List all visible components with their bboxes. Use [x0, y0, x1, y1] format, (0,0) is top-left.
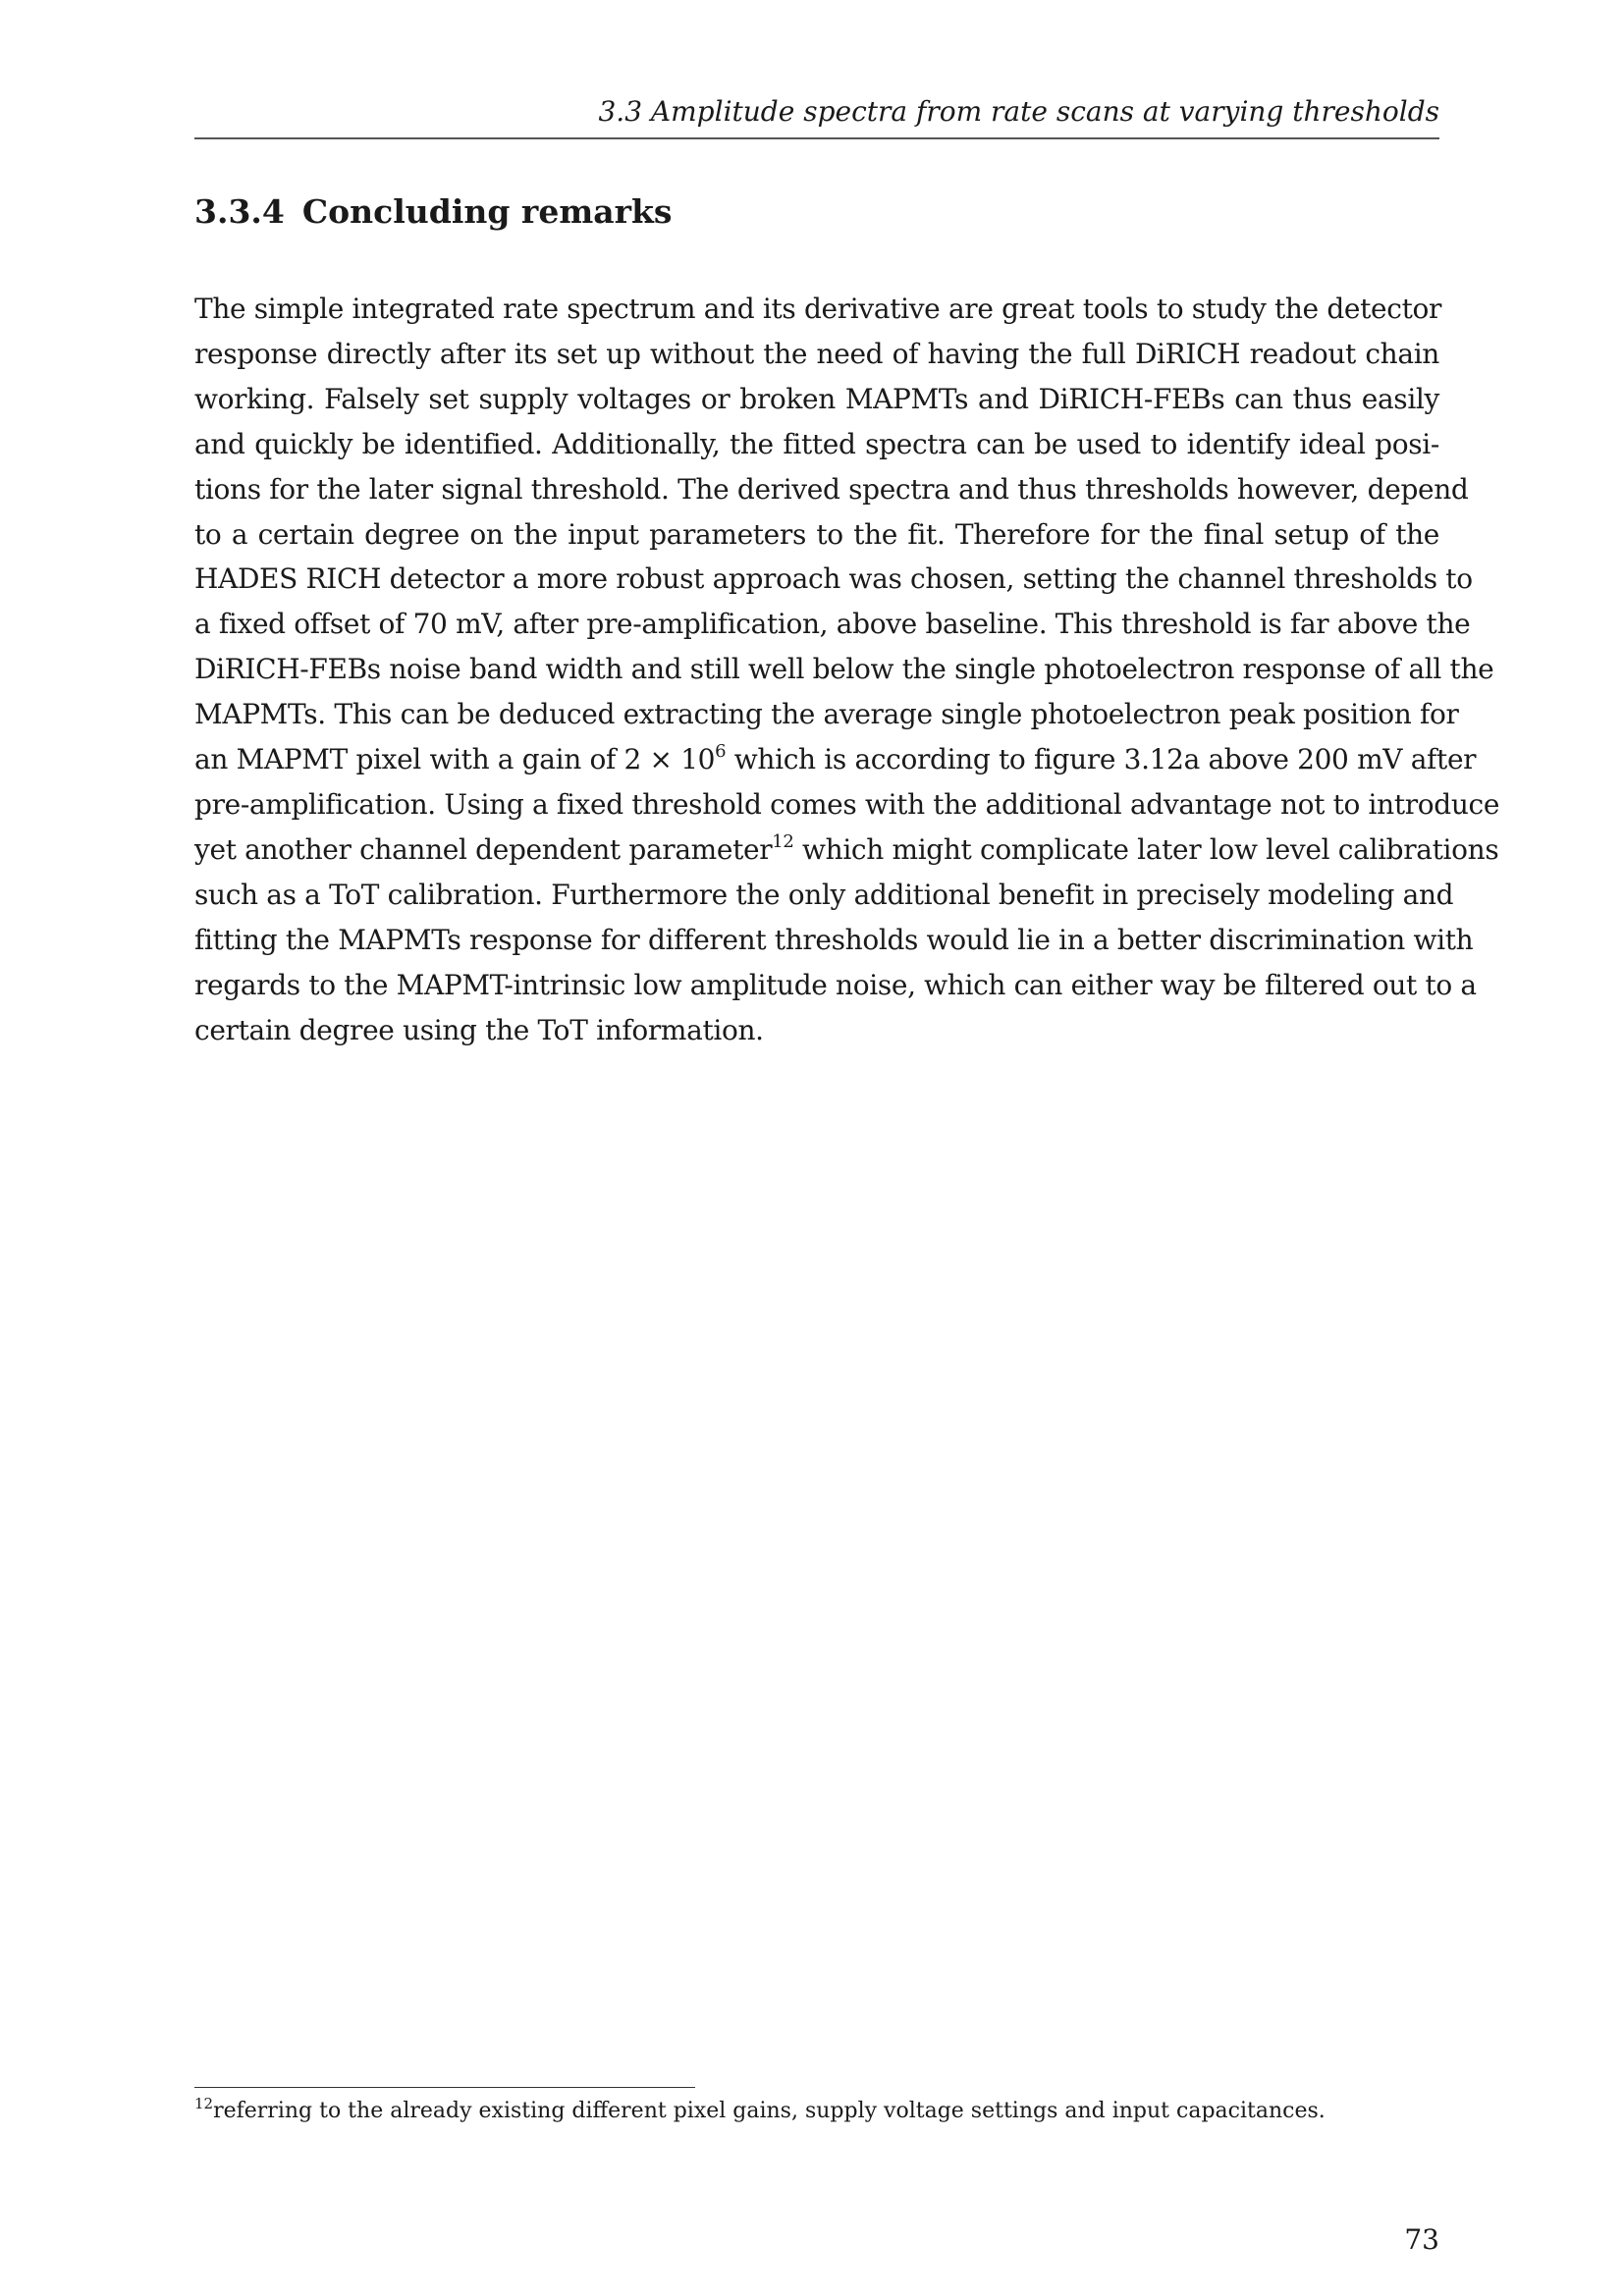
- text-line: pre-amplification. Using a fixed threshold comes with the additional advantage not to introduce: [194, 787, 1500, 821]
- body-paragraph: [194, 287, 1500, 1052]
- text-line: fitting the MAPMTs response for different thresholds would lie in a better discrimination with: [194, 923, 1474, 956]
- footref-text-after: which might complicate later low level calibrations: [793, 832, 1499, 866]
- footnote-text: referring to the already existing different pixel gains, supply voltage settings and input capacitances.: [213, 2099, 1326, 2123]
- gain-exponent: 6: [715, 741, 727, 763]
- text-line: MAPMTs. This can be deduced extracting the average single photoelectron peak position for: [194, 698, 1459, 731]
- text-line: and quickly be identified. Additionally, the fitted spectra can be used to identify ideal posi-: [194, 427, 1439, 460]
- section-title: Concluding remarks: [301, 192, 673, 231]
- running-header: 3.3 Amplitude spectra from rate scans at varying thresholds: [598, 95, 1439, 128]
- gain-text-before: an MAPMT pixel with a gain of 2 × 10: [194, 743, 716, 776]
- footnote-reference[interactable]: 12: [772, 830, 794, 852]
- page-number: 73: [1404, 2223, 1439, 2256]
- text-line: The simple integrated rate spectrum and its derivative are great tools to study the detector: [194, 293, 1442, 325]
- footnote-rule: [194, 2087, 695, 2088]
- text-line-gain: [194, 737, 1477, 782]
- text-line: DiRICH-FEBs noise band width and still well below the single photoelectron response of all the: [194, 653, 1494, 686]
- footnote: [194, 2097, 1326, 2126]
- section-heading: [194, 192, 672, 232]
- footref-text-before: yet another channel dependent parameter: [194, 832, 773, 866]
- gain-text-after: which is according to figure 3.12a above 200 mV after: [726, 743, 1477, 776]
- text-line: tions for the later signal threshold. The derived spectra and thus thresholds however, depend: [194, 472, 1469, 506]
- text-line: regards to the MAPMT-intrinsic low amplitude noise, which can either way be filtered out to a: [194, 968, 1477, 1001]
- footnote-mark: 12: [194, 2095, 214, 2112]
- text-line-footnote-ref: [194, 828, 1499, 873]
- header-rule: [194, 137, 1439, 139]
- text-line: HADES RICH detector a more robust approach was chosen, setting the channel thresholds to: [194, 562, 1473, 596]
- text-line: response directly after its set up without the need of having the full DiRICH readout chain: [194, 337, 1439, 370]
- text-line: working. Falsely set supply voltages or broken MAPMTs and DiRICH-FEBs can thus easily: [194, 382, 1439, 415]
- text-line: such as a ToT calibration. Furthermore the only additional benefit in precisely modeling and: [194, 878, 1454, 911]
- text-line: a fixed offset of 70 mV, after pre-amplification, above baseline. This threshold is far above the: [194, 608, 1471, 641]
- text-line: certain degree using the ToT information.: [194, 1013, 764, 1046]
- text-line: to a certain degree on the input parameters to the fit. Therefore for the final setup of the: [194, 517, 1439, 551]
- section-number: 3.3.4: [194, 192, 285, 231]
